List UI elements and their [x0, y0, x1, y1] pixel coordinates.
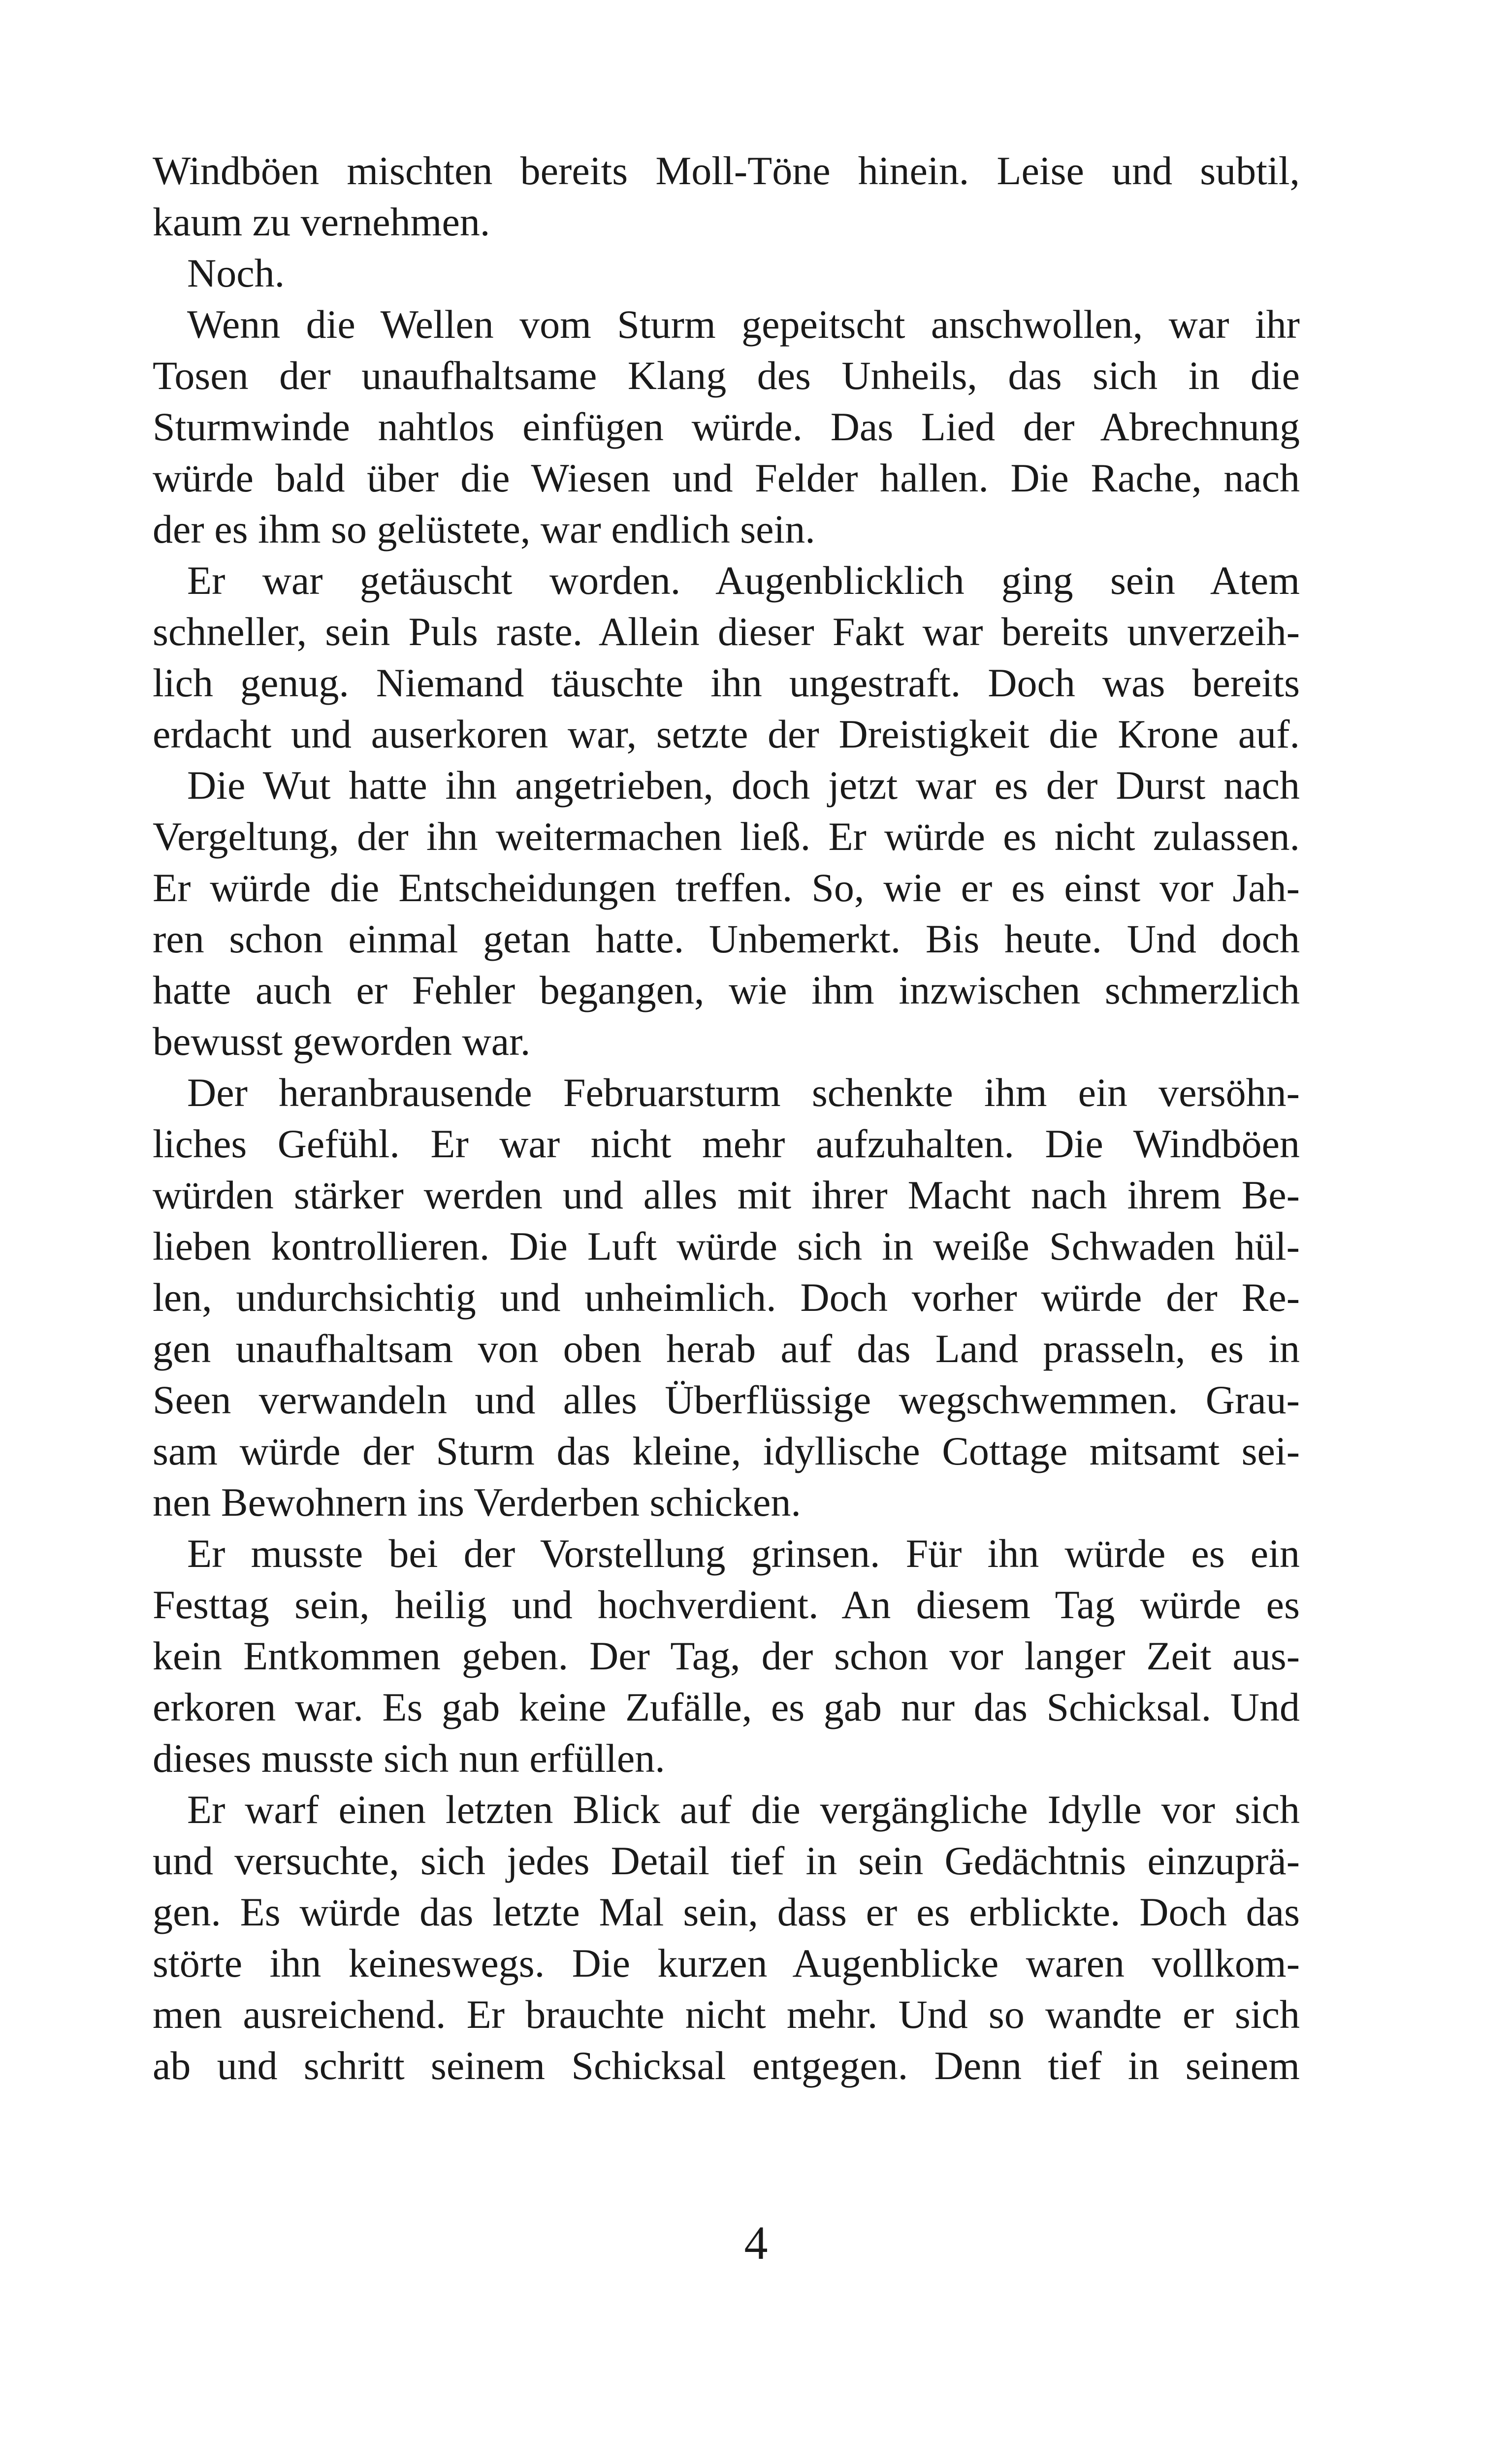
text-line: Der heranbrausende Februarsturm schenkte ihm ein versöhn-	[187, 1070, 1300, 1115]
text-line: würde bald über die Wiesen und Felder hallen. Die Rache, nach	[153, 456, 1300, 500]
text-line: bewusst geworden war.	[153, 1019, 531, 1064]
text-line: lich genug. Niemand täuschte ihn ungestraft. Doch was bereits	[153, 660, 1300, 705]
text-line: Sturmwinde nahtlos einfügen würde. Das Lied der Abrechnung	[153, 404, 1300, 449]
text-line: der es ihm so gelüstete, war endlich sein.	[153, 507, 815, 552]
text-line: schneller, sein Puls raste. Allein dieser Fakt war bereits unverzeih-	[153, 609, 1300, 654]
text-line: ab und schritt seinem Schicksal entgegen. Denn tief in seinem	[153, 2043, 1300, 2088]
text-line: Die Wut hatte ihn angetrieben, doch jetzt war es der Durst nach	[187, 763, 1300, 808]
text-line: und versuchte, sich jedes Detail tief in sein Gedächtnis einzuprä-	[153, 1838, 1300, 1883]
text-line: erkoren war. Es gab keine Zufälle, es gab nur das Schicksal. Und	[153, 1685, 1300, 1729]
text-line: kaum zu vernehmen.	[153, 199, 490, 244]
text-line: liches Gefühl. Er war nicht mehr aufzuhalten. Die Windböen	[153, 1121, 1300, 1166]
text-line: Er würde die Entscheidungen treffen. So, wie er es einst vor Jah-	[153, 865, 1300, 910]
text-line: Tosen der unaufhaltsame Klang des Unheils, das sich in die	[153, 353, 1300, 398]
text-line: Er warf einen letzten Blick auf die vergängliche Idylle vor sich	[187, 1787, 1300, 1832]
text-line: lieben kontrollieren. Die Luft würde sich in weiße Schwaden hül-	[153, 1224, 1300, 1269]
text-line: gen. Es würde das letzte Mal sein, dass er es erblickte. Doch das	[153, 1889, 1300, 1934]
text-line: störte ihn keineswegs. Die kurzen Augenblicke waren vollkom-	[153, 1941, 1300, 1986]
text-line: Er musste bei der Vorstellung grinsen. Für ihn würde es ein	[187, 1531, 1300, 1576]
text-line: sam würde der Sturm das kleine, idyllische Cottage mitsamt sei-	[153, 1429, 1300, 1473]
text-line: Festtag sein, heilig und hochverdient. An diesem Tag würde es	[153, 1582, 1300, 1627]
text-line: dieses musste sich nun erfüllen.	[153, 1736, 665, 1781]
text-line: hatte auch er Fehler begangen, wie ihm inzwischen schmerzlich	[153, 968, 1300, 1012]
text-line: erdacht und auserkoren war, setzte der Dreistigkeit die Krone auf.	[153, 712, 1300, 756]
text-line: Windböen mischten bereits Moll-Töne hinein. Leise und subtil,	[153, 148, 1300, 193]
text-line: nen Bewohnern ins Verderben schicken.	[153, 1480, 801, 1525]
text-line: kein Entkommen geben. Der Tag, der schon vor langer Zeit aus-	[153, 1633, 1300, 1678]
text-line: gen unaufhaltsam von oben herab auf das Land prasseln, es in	[153, 1326, 1300, 1371]
text-line: Noch.	[187, 251, 285, 295]
text-line: ren schon einmal getan hatte. Unbemerkt. Bis heute. Und doch	[153, 916, 1300, 961]
text-line: Wenn die Wellen vom Sturm gepeitscht anschwollen, war ihr	[187, 302, 1300, 347]
text-line: würden stärker werden und alles mit ihrer Macht nach ihrem Be-	[153, 1173, 1300, 1217]
text-line: Er war getäuscht worden. Augenblicklich ging sein Atem	[187, 558, 1300, 603]
text-line: men ausreichend. Er brauchte nicht mehr. Und so wandte er sich	[153, 1992, 1300, 2037]
text-line: Seen verwandeln und alles Überflüssige wegschwemmen. Grau-	[153, 1377, 1300, 1422]
page-number: 4	[744, 2216, 768, 2269]
text-line: Vergeltung, der ihn weitermachen ließ. Er würde es nicht zulassen.	[153, 814, 1300, 859]
text-line: len, undurchsichtig und unheimlich. Doch vorher würde der Re-	[153, 1275, 1300, 1320]
